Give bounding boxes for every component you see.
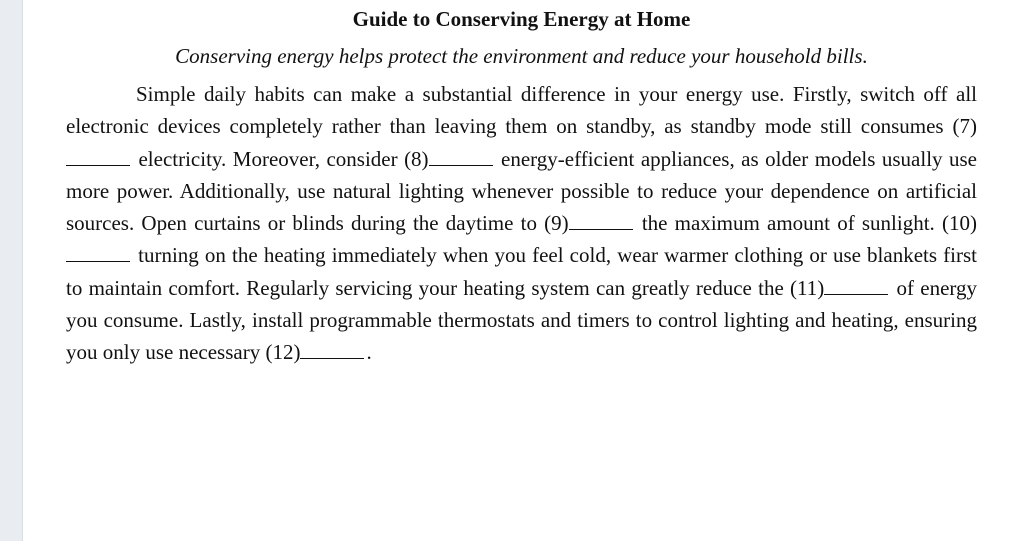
- answer-blank-10[interactable]: [66, 240, 130, 262]
- blank-marker-9: (9): [544, 211, 569, 236]
- text-segment: energy-efficient appliances, as older models usually use more power. Additionally, use natural lighting whenever possible to reduce your dependence on artificial sources. Open curtains or blinds during the daytime to: [66, 146, 977, 236]
- text-segment: of energy you consume. Lastly, install programmable thermostats and timers to control lighting and heating, ensuring you only use necessary: [66, 275, 977, 365]
- answer-blank-9[interactable]: [569, 208, 633, 230]
- text-segment: Simple daily habits can make a substantial difference in your energy use. Firstly, switch off all electronic devices completely rather than leaving them on standby, as standby mode still consumes: [66, 82, 977, 139]
- blank-marker-11: (11): [790, 275, 825, 300]
- blank-marker-12: (12): [265, 340, 301, 365]
- text-segment: electricity. Moreover, consider: [132, 146, 405, 171]
- left-margin: [0, 0, 23, 541]
- document-subtitle: Conserving energy helps protect the environment and reduce your household bills.: [175, 44, 868, 68]
- text-segment: the maximum amount of sunlight.: [634, 211, 942, 236]
- document-body: [66, 4, 977, 369]
- answer-blank-7[interactable]: [66, 144, 130, 166]
- blank-marker-8: (8): [404, 146, 429, 171]
- text-segment: .: [366, 340, 372, 365]
- blank-marker-7: (7): [952, 114, 977, 139]
- answer-blank-8[interactable]: [429, 144, 493, 166]
- text-segment: turning on the heating immediately when you feel cold, wear warmer clothing or use blankets first to maintain comfort. Regularly servicing your heating system can greatly reduce the: [66, 243, 977, 300]
- document-title: Guide to Conserving Energy at Home: [352, 7, 691, 31]
- answer-blank-12[interactable]: [300, 337, 364, 359]
- blank-marker-10: (10): [942, 211, 977, 236]
- answer-blank-11[interactable]: [824, 273, 888, 295]
- passage-paragraph: [66, 78, 977, 369]
